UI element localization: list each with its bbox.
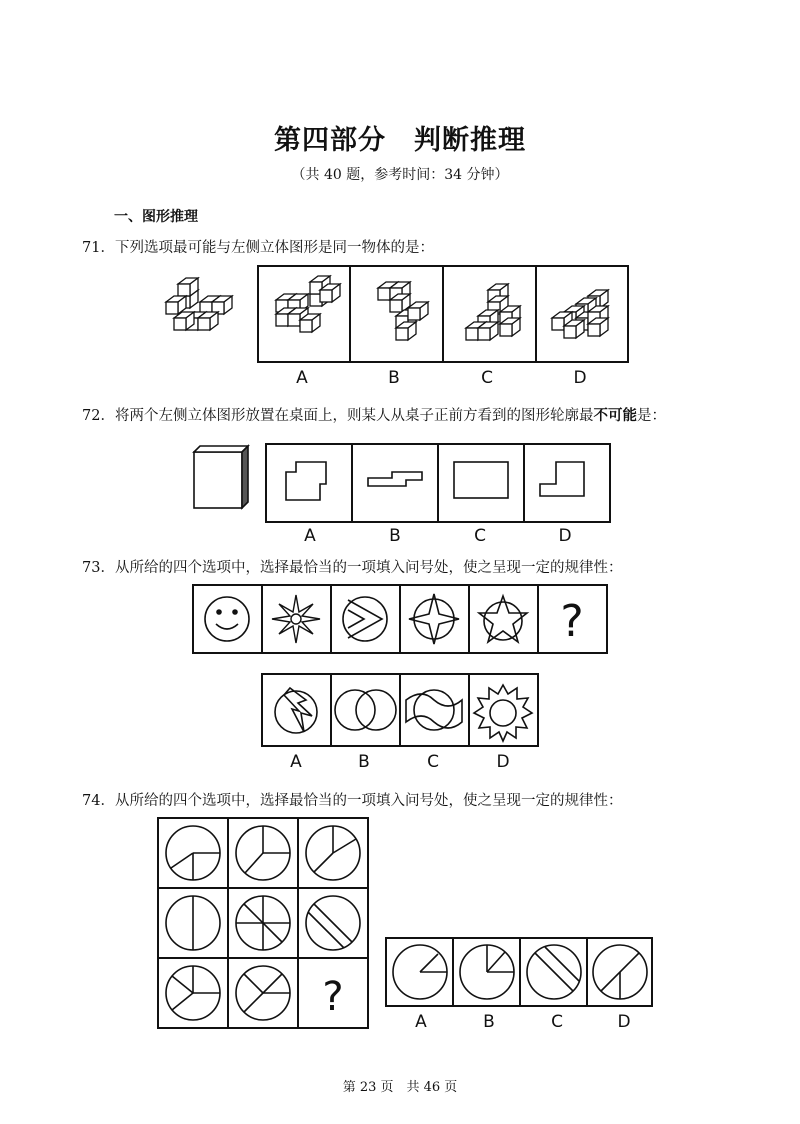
q74-option-c-figure[interactable] [527, 945, 581, 999]
q72-option-b[interactable]: B [389, 526, 401, 546]
page-title: 第四部分 判断推理 [274, 125, 526, 156]
question-text: 从所给的四个选项中，选择最恰当的一项填入问号处，使之呈现一定的规律性： [114, 793, 623, 809]
q73-option-c-figure[interactable] [406, 690, 462, 730]
q73-sun-star-figure [272, 595, 320, 643]
q72-options-box [266, 444, 610, 522]
q71-reference-figure [166, 278, 232, 330]
q74-question-mark: ? [322, 974, 344, 1020]
q73-sequence-box [193, 585, 607, 653]
page-subtitle: （共 40 题，参考时间：34 分钟） [291, 167, 509, 183]
q73-option-b[interactable]: B [358, 752, 370, 772]
q74-cell-5-figure [236, 896, 290, 950]
q73-option-a-figure[interactable] [275, 688, 317, 733]
q74-cell-1-figure [166, 826, 220, 880]
question-number: 72． [82, 408, 115, 424]
q72-reference-figure [194, 446, 248, 508]
q74-cell-4-figure [166, 896, 220, 950]
q72-option-a[interactable]: A [304, 526, 316, 546]
q73-circle-star4-figure [409, 594, 459, 644]
question-text: 下列选项最可能与左侧立体图形是同一物体的是： [114, 240, 434, 256]
q72-option-d[interactable]: D [558, 526, 572, 546]
q72-option-a-figure[interactable] [286, 462, 326, 500]
question-number: 74． [82, 793, 115, 809]
q73-options-box [262, 674, 538, 746]
q74-cell-6-figure [306, 896, 360, 950]
q74-cell-7-figure [166, 966, 220, 1020]
question-text: 从所给的四个选项中，选择最恰当的一项填入问号处，使之呈现一定的规律性： [114, 560, 623, 576]
q72-option-d-figure[interactable] [540, 462, 584, 496]
q72-option-c[interactable]: C [474, 526, 486, 546]
q71-option-a-figure[interactable] [276, 276, 340, 332]
q73-option-d[interactable]: D [496, 752, 510, 772]
q74-cell-2-figure [236, 826, 290, 880]
q73-question-mark: ? [560, 596, 584, 647]
q73-option-d-figure[interactable] [474, 685, 532, 741]
q71-option-d[interactable]: D [573, 368, 587, 388]
page-footer: 第 23 页 共 46 页 [342, 1080, 458, 1095]
q74-cell-3-figure [306, 826, 360, 880]
q71-option-d-figure[interactable] [552, 290, 608, 338]
question-text: 将两个左侧立体图形放置在桌面上，则某人从桌子正前方看到的图形轮廓最 [114, 408, 594, 424]
q74-option-d[interactable]: D [617, 1012, 631, 1032]
q73-option-b-figure[interactable] [335, 690, 396, 730]
q73-smiley-figure [205, 597, 249, 641]
q72-option-b-figure[interactable] [368, 472, 422, 486]
section-heading: 一、图形推理 [114, 209, 198, 225]
question-number: 71． [82, 240, 115, 256]
question-number: 73． [82, 560, 115, 576]
q74-option-b[interactable]: B [483, 1012, 495, 1032]
q74-option-a[interactable]: A [415, 1012, 427, 1032]
q71-option-c-figure[interactable] [466, 284, 520, 340]
q72-option-c-figure[interactable] [454, 462, 508, 498]
q74-option-b-figure[interactable] [460, 945, 514, 999]
q74-cell-8-figure [236, 966, 290, 1020]
q71-option-b[interactable]: B [388, 368, 400, 388]
q73-option-c[interactable]: C [427, 752, 439, 772]
q71-option-c[interactable]: C [481, 368, 493, 388]
q74-option-a-figure[interactable] [393, 945, 447, 999]
q73-circle-star5-figure [479, 596, 527, 642]
q73-circle-chevron-figure [343, 597, 387, 641]
question-text-end: 是： [636, 408, 666, 424]
q71-option-a[interactable]: A [296, 368, 308, 388]
question-emphasis: 不可能 [593, 407, 637, 424]
q71-option-b-figure[interactable] [378, 282, 428, 340]
q74-option-c[interactable]: C [551, 1012, 563, 1032]
q73-option-a[interactable]: A [290, 752, 302, 772]
q74-option-d-figure[interactable] [593, 945, 647, 999]
